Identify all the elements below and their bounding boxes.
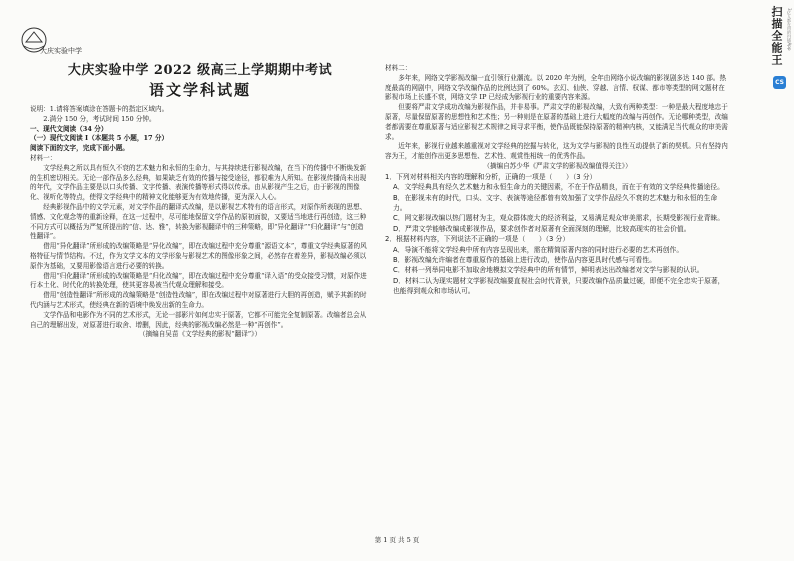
directions: 阅读下面的文字，完成下面小题。 [30, 144, 129, 153]
right-column [385, 64, 730, 297]
paragraph: 但要将严肃文学成功改编为影视作品，并非易事。严肃文学的影视改编，大致有两种类型：一种是最大程度地忠于原著，尽量保留原著的思想性和艺术性；另一种则是在原著的基础上进行大幅度的改编与再创作。无论哪种类型，改编者都需要在尊重原著与适应影视艺术规律之间寻求平衡，使作品既能保持原著的精神内核，又能满足当代观众的审美需求。 [385, 103, 728, 141]
school-emblem-icon [14, 24, 62, 64]
sub-heading: （一）现代文阅读 I（本题共 5 小题，17 分） [30, 134, 169, 143]
school-logo-text: 大庆实验中学 [40, 47, 82, 55]
question-option: B．在影视未有的时代，口头、文字、表演等途径都曾有效加强了文学作品经久不衰的艺术魅力和永恒的生命力。 [393, 193, 718, 212]
paragraph: 多年来，网络文学影视改编一直引领行业潮流。以 2020 年为例，全年由网络小说改编的影视剧多达 140 部。热度最高的网剧中，网络文学改编作品的比例达到了 60%。玄幻、仙侠、穿越、言情、权谋、都市等类型的网文题材在影视市场上长盛不衰，网络文学 IP 已经成为影视行业的重要内容来源。 [385, 73, 727, 102]
section-heading: 一、现代文阅读（34 分） [30, 124, 108, 133]
paragraph: 借用“异化翻译”所形成的改编策略是“异化改编”，即在改编过程中充分尊重“源语文本”，尊重文学经典原著的风格特征与情节结构。不过，作为文学文本的文学形象与影视艺术的图像形象之间，必然存在着差异，影视改编必须以原作为基础，又要用影像语言进行必要的转换。 [30, 242, 367, 270]
instruction-line: 说明：1.请将答案填涂在答题卡的指定区域内。 [30, 105, 169, 113]
material-source: （摘编自苏少华《严肃文学的影视改编值得关注》） [483, 161, 632, 170]
scanner-watermark [766, 0, 794, 130]
paragraph: 借用“创造性翻译”所形成的改编策略是“创造性改编”，即在改编过程中对原著进行大胆的再创造，赋予其新的时代内涵与艺术形式，使经典在新的语境中焕发出新的生命力。 [30, 291, 367, 309]
exam-title: 大庆实验中学 2022 级高三上学期期中考试 [67, 63, 333, 78]
exam-subtitle: 语文学科试题 [148, 81, 251, 99]
scanner-app-name: 扫描全能王 [770, 6, 783, 66]
question-option: A．文学经典具有经久艺术魅力和永恒生命力的关键因素，不在于作品精良，而在于有效的文学经典传播途径。 [393, 183, 724, 192]
material-source: （摘编自吴苗《文学经典的影视“翻译”》） [138, 330, 262, 339]
question-option: D．材料二认为现实题材文学影视改编要直视社会时代背景，只要改编作品质量过硬，即便不完全忠实于原著，也能得到观众和市场认可。 [393, 276, 725, 296]
cs-logo-icon: CS [773, 76, 786, 89]
question-option: D．严肃文学能够改编成影视作品，要求创作者对原著有全面深刻的理解，比较高现实的社会价值。 [393, 224, 691, 233]
question-option: B．影视改编允许编者在尊重原作的基础上进行改动，使作品内容更具时代感与可看性。 [393, 256, 656, 265]
question-stem: 1．下列对材料相关内容的理解和分析，正确的一项是（ ）（3 分） [385, 172, 597, 181]
paragraph: 借用“归化翻译”所形成的改编策略是“归化改编”，即在改编过程中充分尊重“译入语”的受众接受习惯，对原作进行本土化、时代化的转换处理，使其更容易被当代观众理解和接受。 [30, 271, 367, 290]
question-option: C．材料一列举同电影不加取舍地模拟文学经典中的所有情节，鲜明表达出改编者对文学与影视的认识。 [393, 266, 704, 275]
question-stem: 2．根据材料内容，下列说法不正确的一项是（ ）（3 分） [385, 235, 570, 244]
question-option: A．导演不能将文学经典中所有内容呈现出来，需在精简原著内容的同时进行必要的艺术再创作。 [393, 245, 684, 254]
material-label: 材料一： [30, 153, 57, 162]
question-option: C．网文影视改编以热门题材为主，观众群体庞大的经济利益，又易满足观众审美需求，长期受影视行业青睐。 [393, 214, 724, 223]
paragraph: 文学作品和电影作为不同的艺术形式，无论一部影片如何忠实于原著，它都不可能完全复制原著。改编者总会从自己的理解出发，对原著进行取舍、增删，因此，经典的影视改编必然是一种“再创作”。 [30, 310, 367, 329]
material-label: 材料二： [385, 64, 412, 72]
left-column [30, 60, 370, 340]
instruction-line: 2.满分 150 分，考试时间 150 分钟。 [43, 114, 156, 123]
paragraph: 文学经典之所以具有恒久不衰的艺术魅力和永恒的生命力，与其持续进行影视改编，在当下的传播中不断焕发新的生机密切相关。无论一部作品多么经典，如果缺乏有效的传播与接受途径，都很难为人所知。在影视传播尚未出现的年代，文学作品主要是以口头传播、文字传播、表演传播等形式得以传承。由从影视产生之后，由于影视的图像化、视听化等特点，使得文学经典中的精神文化能够更为有效地传播，更为深入人心。 [30, 163, 367, 202]
page-number: 第 1 页 共 5 页 [374, 536, 420, 544]
paragraph: 近年来，影视行业越来越重视对文学经典的挖掘与转化，这为文学与影视的良性互动提供了新的契机。只有坚持内容为王，才能创作出更多思想性、艺术性、观赏性相统一的优秀作品。 [385, 142, 728, 161]
paragraph: 经典影视作品中的文学元素，对文学作品的翻译式改编，是以影视艺术特有的语言形式，对原作所表现的思想、情感、文化观念等的重新诠释，在这一过程中，尽可能地保留文学作品的原初面貌，又要适当地进行再创造，这三种不同方式可以概括为严复所提出的“信、达、雅”，转换为影视翻译中的三种策略，即“异化翻译”“归化翻译”与“创造性翻译”。 [30, 202, 367, 241]
scanner-tagline: 3亿人都在用的扫描App [787, 8, 792, 51]
